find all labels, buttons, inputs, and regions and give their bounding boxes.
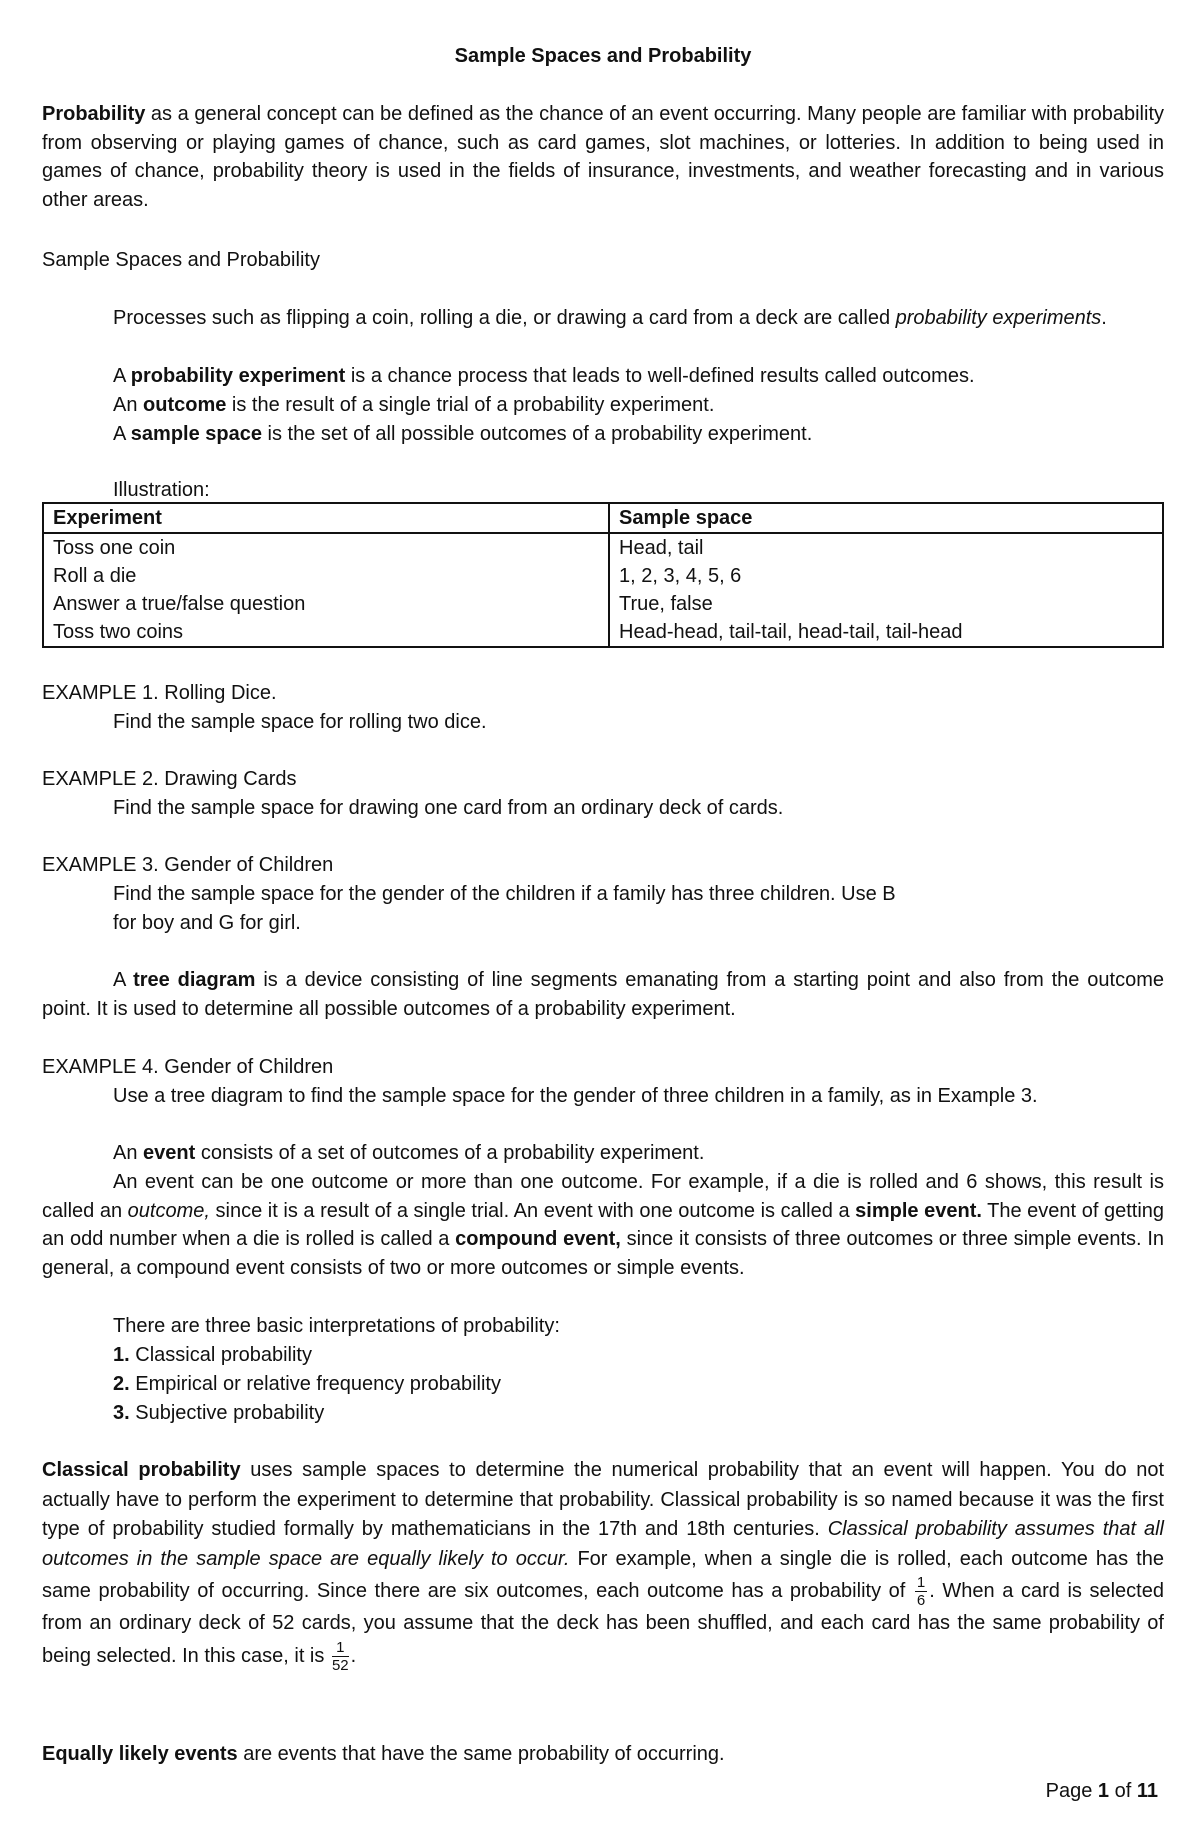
table-header-row [43,503,1163,533]
event-definition: An event consists of a set of outcomes of a probability experiment. [113,1142,705,1164]
definition-outcome: An outcome is the result of a single trial of a probability experiment. [113,394,715,416]
intro-text: as a general concept can be defined as the chance of an event occurring. Many people are familiar with probability from observing or playing games of chance, such as card games, slot machines, or lotteries. In addition to being used in games of chance, probability theory is used in the fields of insurance, investments, and weather forecasting and in various other areas. [42,103,1164,211]
intro-term: Probability [42,103,146,125]
table-cell-sample-space: 1, 2, 3, 4, 5, 6 [619,565,742,587]
interpretation-item: 2. Empirical or relative frequency probability [113,1373,501,1395]
example-1-body: Find the sample space for rolling two dice. [113,711,487,733]
example-2-heading: EXAMPLE 2. Drawing Cards [42,768,297,790]
table-row [43,590,1163,618]
interpretations-intro: There are three basic interpretations of probability: [113,1315,560,1337]
classical-term: Classical probability [42,1459,241,1481]
equally-likely-paragraph: Equally likely events are events that have the same probability of occurring. [42,1743,725,1765]
example-4-heading: EXAMPLE 4. Gender of Children [42,1056,334,1078]
table-header-experiment: Experiment [43,503,609,533]
table-cell-sample-space: True, false [619,593,713,615]
page-title: Sample Spaces and Probability [454,45,752,67]
definition-probability-experiment: A probability experiment is a chance process that leads to well-defined results called outcomes. [113,365,975,387]
table-row [43,562,1163,590]
tree-diagram-term: tree diagram [133,969,256,991]
event-term: event [143,1142,196,1164]
example-3-body: Find the sample space for the gender of the children if a family has three children. Use B [113,883,896,905]
table-row [43,533,1163,562]
example-1-heading: EXAMPLE 1. Rolling Dice. [42,682,277,704]
event-paragraph: An event can be one outcome or more than one outcome. For example, if a die is rolled and 6 shows, this result is called an outcome, since it is a result of a single trial. An event with one outcome is called a simple event. The event of getting an odd number when a die is rolled is called a compound event, since it consists of three outcomes or three simple events. In general, a compound event consists of two or more outcomes or simple events. [42,1171,1165,1279]
fraction-one-fifty-second: $\frac{1}{52}$ [331,1638,349,1674]
definition-sample-space: A sample space is the set of all possible outcomes of a probability experiment. [113,423,813,445]
example-2-body: Find the sample space for drawing one card from an ordinary deck of cards. [113,797,784,819]
table-cell-experiment: Toss one coin [43,533,609,562]
table-cell-experiment: Answer a true/false question [43,590,609,618]
tree-diagram-paragraph: A tree diagram is a device consisting of line segments emanating from a starting point and also from the outcome point. It is used to determine all possible outcomes of a probability experiment. [42,969,1164,1020]
interpretation-item: 3. Subjective probability [113,1402,325,1424]
classical-paragraph: Classical probability uses sample spaces to determine the numerical probability that an event will happen. You do not actually have to perform the experiment to determine that probability. Classical probability is so named because it was the first type of probability studied formally by mathematicians in the 17th and 18th centuries. Classical probability assumes that all outcomes in the sample space are equally likely to occur. For example, when a single die is rolled, each outcome has the same probability of occurring. Since there are six outcomes, each outcome has a probability of $\frac{1}{6}$ . When a card is selected from an ordinary deck of 52 cards, you assume that the deck has been shuffled, and each card has the same probability of being selected. In this case, it is $\frac{1}{52}$ . [42,1459,1165,1674]
section-heading: Sample Spaces and Probability [42,249,320,271]
compound-event-term: compound event, [455,1228,621,1250]
sample-space-table [42,502,1164,648]
table-cell-sample-space: Head, tail [619,537,704,559]
page-number-footer: Page 1 of 11 [1045,1780,1158,1802]
example-4-body: Use a tree diagram to find the sample space for the gender of three children in a family, as in Example 3. [113,1085,1038,1107]
illustration-label: Illustration: [113,479,210,501]
table-cell-experiment: Toss two coins [43,618,609,647]
equally-likely-term: Equally likely events [42,1743,238,1765]
processes-paragraph: Processes such as flipping a coin, rolling a die, or drawing a card from a deck are called probability experiments. [113,307,1107,329]
example-3-heading: EXAMPLE 3. Gender of Children [42,854,334,876]
intro-paragraph [42,100,1164,214]
table-row [43,618,1163,647]
fraction-one-sixth: $\frac{1}{6}$ [916,1574,926,1609]
processes-term: probability experiments [895,307,1102,329]
table-cell-experiment: Roll a die [43,562,609,590]
example-3-body-cont: for boy and G for girl. [113,912,301,934]
table-cell-sample-space: Head-head, tail-tail, head-tail, tail-head [619,621,963,643]
interpretation-item: 1. Classical probability [113,1344,312,1366]
table-header-sample-space: Sample space [609,503,1163,533]
simple-event-term: simple event. [855,1199,982,1222]
